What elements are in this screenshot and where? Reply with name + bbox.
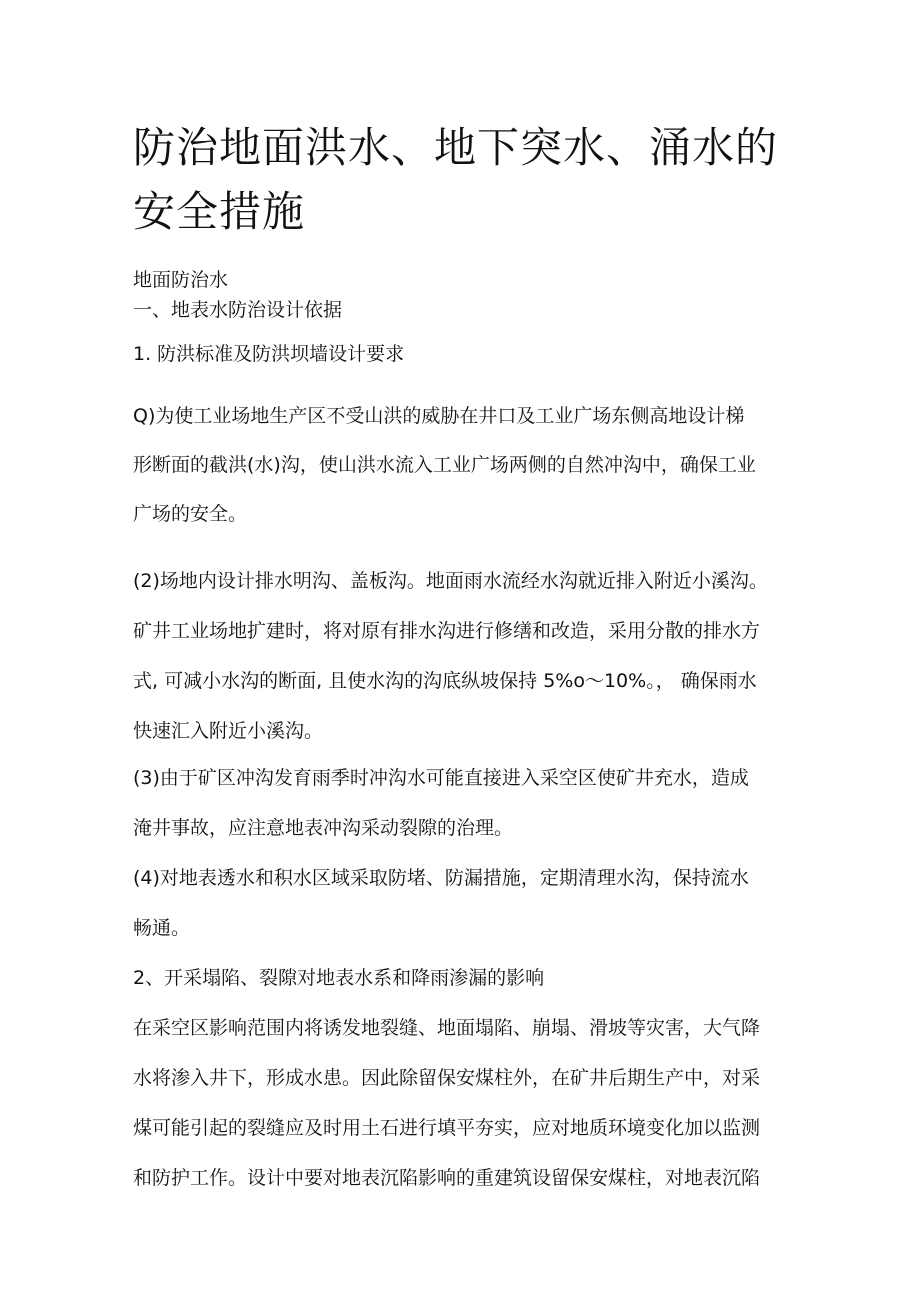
paragraph-line: 形断面的截洪(水)沟，使山洪水流入工业广场两侧的自然冲沟中，确保工业 [133, 454, 756, 476]
paragraph-4 [133, 865, 803, 941]
subsection-heading: 一、地表水防治设计依据 [133, 299, 343, 321]
paragraph-line: 和防护工作。设计中要对地表沉陷影响的重建筑设留保安煤柱，对地表沉陷 [133, 1167, 761, 1189]
paragraph-5 [133, 1015, 803, 1191]
paragraph-line: 淹井事故，应注意地表冲沟采动裂隙的治理。 [133, 817, 514, 839]
title-line-1: 防治地面洪水、地下突水、涌水的 [133, 123, 779, 172]
paragraph-1 [133, 403, 803, 527]
paragraph-line: 在采空区影响范围内将诱发地裂缝、地面塌陷、崩塌、滑坡等灾害，大气降 [133, 1017, 761, 1039]
paragraph-2 [133, 568, 803, 744]
paragraph-line: (2)场地内设计排水明沟、盖板沟。地面雨水流经水沟就近排入附近小溪沟。 [133, 570, 768, 592]
title-line-2: 安全措施 [133, 187, 306, 236]
paragraph-line: 水将渗入井下，形成水患。因此除留保安煤柱外，在矿井后期生产中，对采 [133, 1067, 761, 1089]
document-title [133, 116, 793, 244]
paragraph-line: Q)为使工业场地生产区不受山洪的威胁在井口及工业广场东侧高地设计梯 [133, 405, 745, 427]
paragraph-line: 畅通。 [133, 917, 191, 939]
paragraph-line: 煤可能引起的裂缝应及时用土石进行填平夯实，应对地质环境变化加以监测 [133, 1117, 761, 1139]
paragraph-line: (4)对地表透水和积水区域采取防堵、防漏措施，定期清理水沟，保持流水 [133, 867, 749, 889]
section-heading: 地面防治水 [133, 269, 229, 291]
item-1-heading: 1. 防洪标准及防洪坝墙设计要求 [133, 343, 405, 365]
item-2-heading: 2、开采塌陷、裂隙对地表水系和降雨渗漏的影响 [133, 967, 545, 989]
paragraph-3 [133, 765, 803, 841]
paragraph-line: 广场的安全。 [133, 503, 248, 525]
paragraph-line: 式, 可减小水沟的断面, 且使水沟的沟底纵坡保持 5%o～10%。， 确保雨水 [133, 670, 757, 692]
paragraph-line: 快速汇入附近小溪沟。 [133, 720, 324, 742]
paragraph-line: (3)由于矿区冲沟发育雨季时冲沟水可能直接进入采空区使矿井充水，造成 [133, 767, 749, 789]
paragraph-line: 矿井工业场地扩建时，将对原有排水沟进行修缮和改造，采用分散的排水方 [133, 620, 761, 642]
